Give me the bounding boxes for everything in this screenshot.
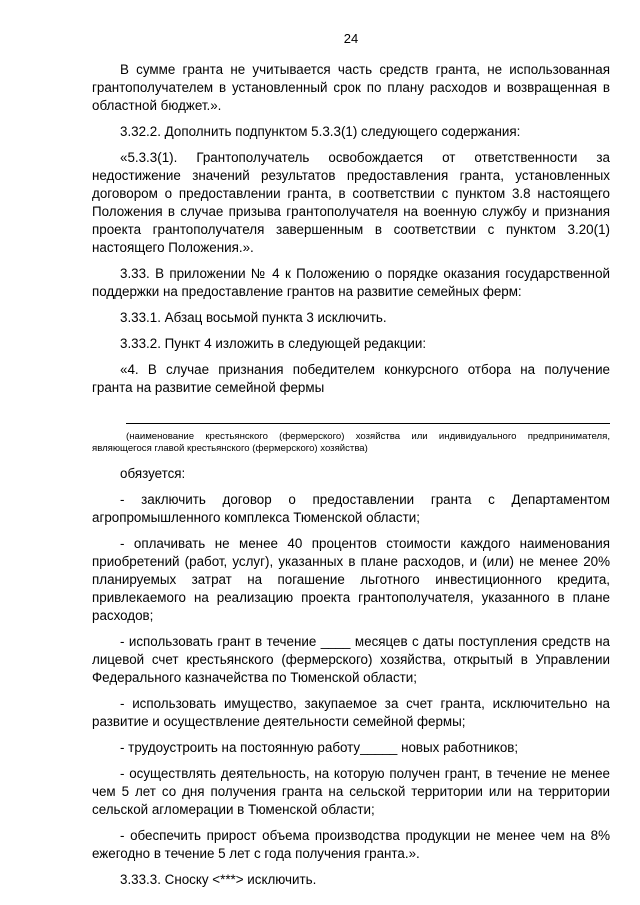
- paragraph-3-33-3: 3.33.3. Сноску <***> исключить.: [120, 872, 317, 887]
- signature-line: [126, 423, 610, 424]
- document-body: [92, 61, 610, 897]
- obligation-production-growth: - обеспечить прирост объема производства продукции не менее чем на 8% ежегодно в течение 5 лет с года получения гранта.».: [92, 828, 610, 861]
- obligation-payment: - оплачивать не менее 40 процентов стоимости каждого наименования приобретений (работ, услуг), указанных в плане расходов, и (или) не менее 20% планируемых затрат на погашение льготного инвестиционного кредита, привлекаемого на реализацию проекта грантополучателя, указанного в плане расходов;: [92, 536, 610, 623]
- paragraph-grant-return: В сумме гранта не учитывается часть средств гранта, не использованная грантополучателем в установленный срок по плану расходов и возвращенная в областной бюджет.».: [92, 62, 610, 113]
- obligation-employment: - трудоустроить на постоянную работу_____ новых работников;: [120, 740, 519, 755]
- obligation-contract: - заключить договор о предоставлении гранта с Департаментом агропромышленного комплекса Тюменской области;: [92, 492, 610, 525]
- paragraph-3-33-2: 3.33.2. Пункт 4 изложить в следующей редакции:: [120, 336, 427, 351]
- paragraph-3-33-1: 3.33.1. Абзац восьмой пункта 3 исключить.: [120, 310, 387, 325]
- obligation-grant-use-period: - использовать грант в течение ____ месяцев с даты поступления средств на лицевой счет крестьянского (фермерского) хозяйства, открытый в Управлении Федерального казначейства по Тюменской области;: [92, 634, 610, 685]
- paragraph-3-33: 3.33. В приложении № 4 к Положению о порядке оказания государственной поддержки на предоставление грантов на развитие семейных ферм:: [92, 266, 610, 299]
- obligations-intro: обязуется:: [120, 466, 186, 481]
- paragraph-5-3-3-1: «5.3.3(1). Грантополучатель освобождается от ответственности за недостижение значений результатов предоставления гранта, установленных договором о предоставлении гранта, в соответствии с пунктом 3.8 настоящего Положения в случае призыва грантополучателя на военную службу и признания проекта грантополучателя завершенным в соответствии с пунктом 3.20(1) настоящего Положения.».: [92, 150, 610, 255]
- obligation-activity-duration: - осуществлять деятельность, на которую получен грант, в течение не менее чем 5 лет со дня получения гранта на сельской территории или на территории сельской агломерации в Тюменской области;: [92, 766, 610, 817]
- obligation-property-use: - использовать имущество, закупаемое за счет гранта, исключительно на развитие и осуществление деятельности семейной фермы;: [92, 696, 610, 729]
- paragraph-3-32-2: 3.32.2. Дополнить подпунктом 5.3.3(1) следующего содержания:: [120, 124, 521, 139]
- page-number: 24: [343, 31, 359, 46]
- signature-caption: (наименование крестьянского (фермерского) хозяйства или индивидуального предпринимателя, являющегося главой крестьянского (фермерского) хозяйства): [92, 431, 610, 454]
- paragraph-point-4: «4. В случае признания победителем конкурсного отбора на получение гранта на развитие семейной фермы: [92, 362, 610, 395]
